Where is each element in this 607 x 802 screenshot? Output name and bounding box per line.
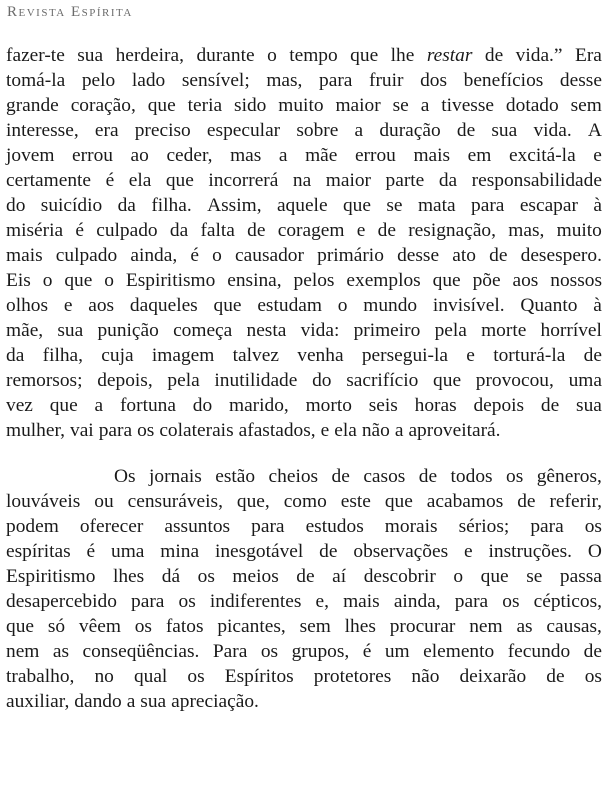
text-line: Os jornais estão cheios de casos de todos os gêneros, [114, 466, 602, 487]
text-line: Espiritismo lhes dá os meios de aí descobrir o que se passa [6, 566, 602, 587]
text-line: desapercebido para os indiferentes e, mais ainda, para os cépticos, [6, 591, 602, 612]
text-line: espíritas é uma mina inesgotável de observações e instruções. O [6, 541, 602, 562]
text-line: miséria é culpado da falta de coragem e de resignação, mas, muito [6, 220, 602, 241]
text-line: vez que a fortuna do marido, morto seis horas depois de sua [6, 395, 602, 416]
text-line: louváveis ou censuráveis, que, como este que acabamos de referir, [6, 491, 602, 512]
text-line: mulher, vai para os colaterais afastados, e ela não a aproveitará. [6, 420, 501, 441]
text-line: da filha, cuja imagem talvez venha persegui-la e torturá-la de [6, 345, 602, 366]
page-body [6, 43, 602, 714]
paragraph-gap [6, 443, 602, 464]
text-line: mais culpado ainda, é o causador primário desse ato de desespero. [6, 245, 602, 266]
text-line: fazer-te sua herdeira, durante o tempo que lhe restar de vida.” Era [6, 45, 602, 66]
text-line: que só vêem os fatos picantes, sem lhes procurar nem as causas, [6, 616, 602, 637]
text-line: auxiliar, dando a sua apreciação. [6, 691, 259, 712]
text-line: remorsos; depois, pela inutilidade do sacrifício que provocou, uma [6, 370, 602, 391]
text-line: mãe, sua punição começa nesta vida: primeiro pela morte horrível [6, 320, 602, 341]
text-line: Eis o que o Espiritismo ensina, pelos exemplos que põe aos nossos [6, 270, 602, 291]
text-line: do suicídio da filha. Assim, aquele que se mata para escapar à [6, 195, 602, 216]
running-header: Revista Espírita [7, 4, 133, 20]
paragraph-2 [6, 464, 602, 714]
text-line: tomá-la pelo lado sensível; mas, para fruir dos benefícios desse [6, 70, 602, 91]
text-line: nem as conseqüências. Para os grupos, é um elemento fecundo de [6, 641, 602, 662]
text-line: certamente é ela que incorrerá na maior parte da responsabilidade [6, 170, 602, 191]
text-line: trabalho, no qual os Espíritos protetores não deixarão de os [6, 666, 602, 687]
paragraph-1 [6, 43, 602, 443]
text-line: olhos e aos daqueles que estudam o mundo invisível. Quanto à [6, 295, 602, 316]
text-line: podem oferecer assuntos para estudos morais sérios; para os [6, 516, 602, 537]
text-line: interesse, era preciso especular sobre a duração de sua vida. A [6, 120, 602, 141]
text-line: jovem errou ao ceder, mas a mãe errou mais em excitá-la e [6, 145, 602, 166]
text-line: grande coração, que teria sido muito maior se a tivesse dotado sem [6, 95, 602, 116]
